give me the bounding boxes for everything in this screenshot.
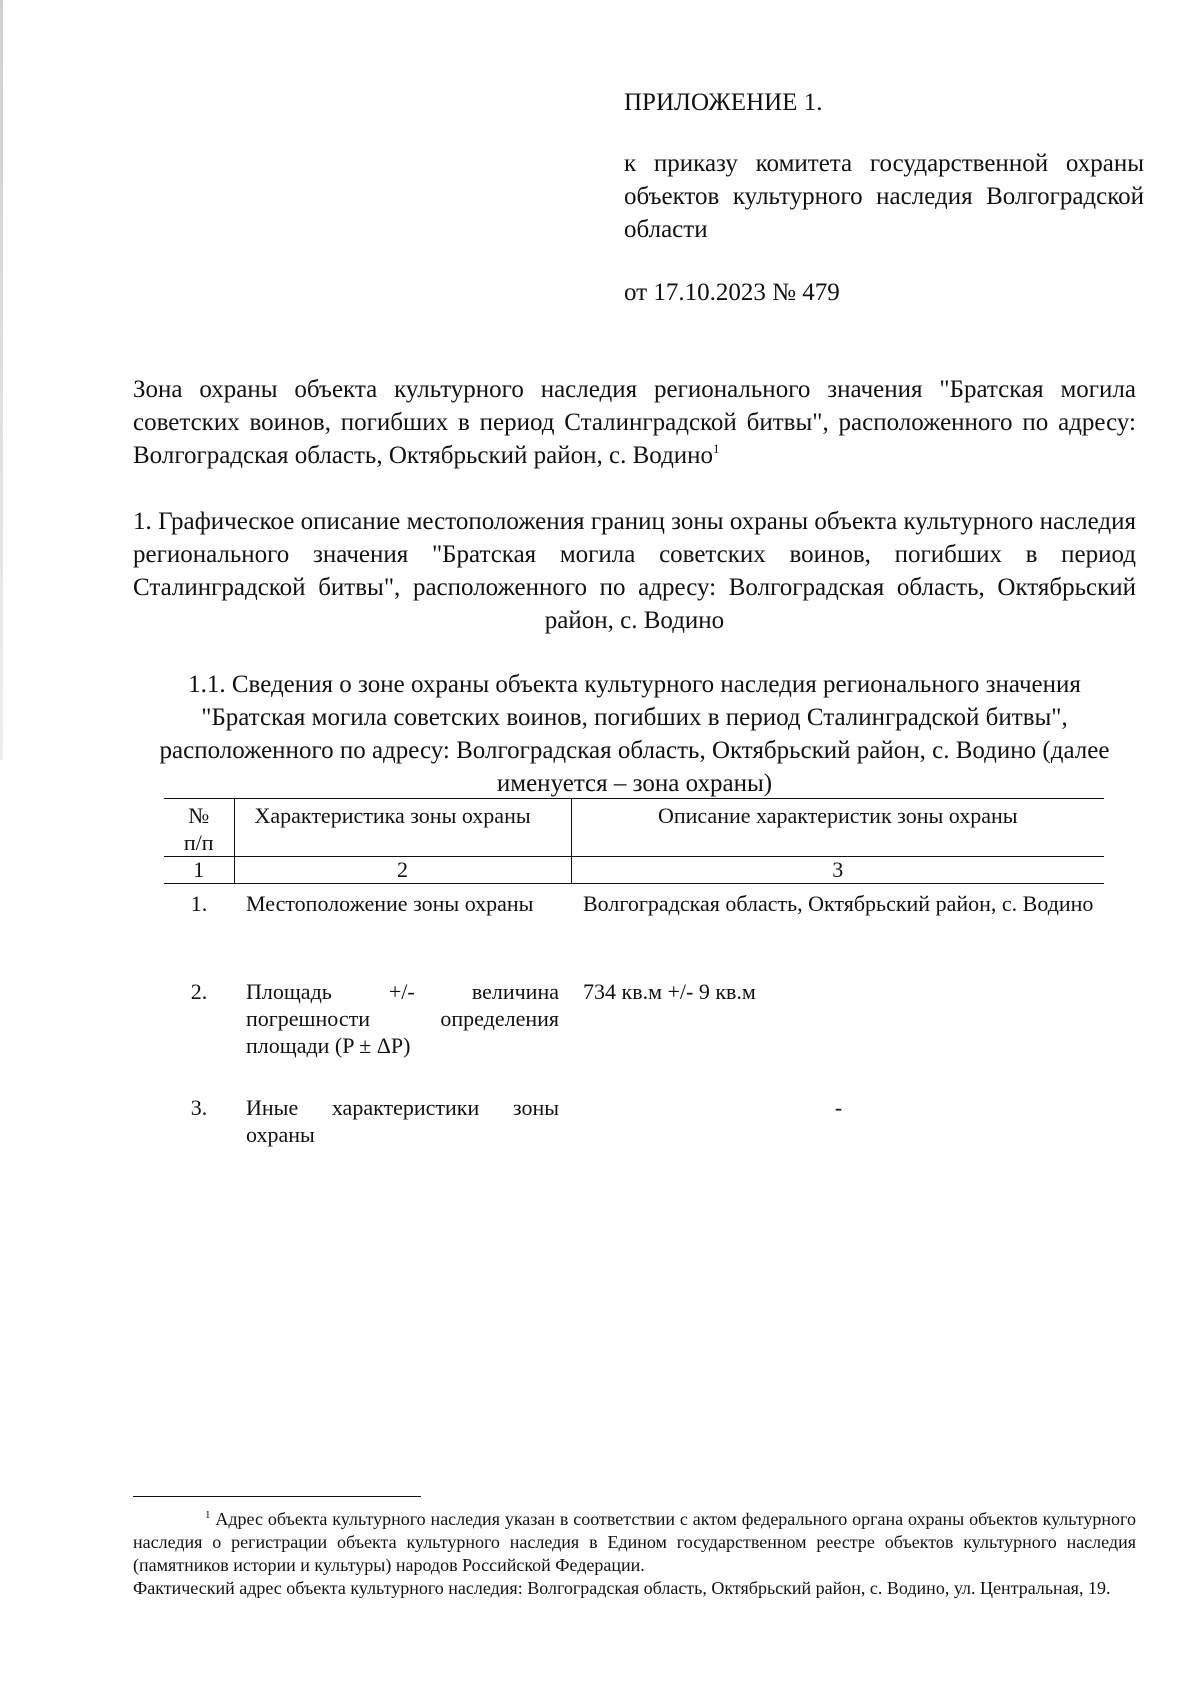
table-row <box>164 972 1104 1088</box>
zone-characteristics-table <box>164 798 1104 1154</box>
annex-header <box>624 86 1144 309</box>
footnote-paragraph-2: Фактический адрес объекта культурного наследия: Волгоградская область, Октябрьский район, с. Водино, ул. Центральная, 19. <box>133 1578 1111 1598</box>
row-characteristic: Местоположение зоны охраны <box>246 891 534 916</box>
header-number <box>164 799 234 857</box>
row-characteristic: Площадь +/- величина погрешности определения площади (P ± ΔP) <box>246 979 559 1058</box>
annex-title: ПРИЛОЖЕНИЕ 1. <box>624 89 823 116</box>
footnote-reference: 1 <box>713 441 720 456</box>
header-number-line2: п/п <box>183 830 214 855</box>
row-description: - <box>834 1095 843 1120</box>
row-description: 734 кв.м +/- 9 кв.м <box>583 979 756 1004</box>
row-characteristic: Иные характеристики зоны охраны <box>246 1095 559 1147</box>
footnote-separator <box>133 1496 421 1497</box>
header-characteristic: Характеристика зоны охраны <box>234 799 571 857</box>
footnote-text-1: Адрес объекта культурного наследия указан в соответствии с актом федерального органа охраны объектов культурного наследия о регистрации объекта культурного наследия в Едином государственном реестре объектов культурного наследия (памятников истории и культуры) народов Российской Федерации. <box>133 1509 1136 1575</box>
table-header-row <box>164 799 1104 857</box>
footnote <box>133 1508 1136 1600</box>
column-number: 2 <box>234 857 571 884</box>
annex-order-text: к приказу комитета государственной охраны объектов культурного наследия Волгоградской области <box>624 150 1144 243</box>
column-number-row <box>164 857 1104 884</box>
footnote-marker: 1 <box>205 1509 211 1521</box>
zone-title <box>133 373 1136 472</box>
column-number: 1 <box>164 857 234 884</box>
header-description: Описание характеристик зоны охраны <box>571 799 1104 857</box>
row-description: Волгоградская область, Октябрьский район, с. Водино <box>583 891 1094 916</box>
scan-edge-mark <box>0 0 3 760</box>
row-number: 2. <box>190 979 208 1004</box>
row-number: 3. <box>190 1095 208 1120</box>
section-1-heading: 1. Графическое описание местоположения границ зоны охраны объекта культурного наследия регионального значения "Братская могила советских воинов, погибших в период Сталинградской битвы", расположенного по адресу: Волгоградская область, Октябрьский район, с. Водино <box>133 508 1136 634</box>
row-number: 1. <box>190 891 208 916</box>
table-row <box>164 884 1104 973</box>
zone-title-text: Зона охраны объекта культурного наследия регионального значения "Братская могила советских воинов, погибших в период Сталинградской битвы", расположенного по адресу: Волгоградская область, Октябрьский район, с. Водино <box>133 376 1136 469</box>
annex-date-line: от 17.10.2023 № 479 <box>624 279 840 306</box>
section-1-1-heading: 1.1. Сведения о зоне охраны объекта культурного наследия регионального значения "Братская могила советских воинов, погибших в период Сталинградской битвы", расположенного по адресу: Волгоградская область, Октябрьский район, с. Водино (далее именуется – зона охраны) <box>159 671 1110 797</box>
header-number-line1: № <box>188 803 210 828</box>
table-row <box>164 1088 1104 1154</box>
footnote-paragraph-1 <box>133 1508 1136 1577</box>
column-number: 3 <box>571 857 1104 884</box>
